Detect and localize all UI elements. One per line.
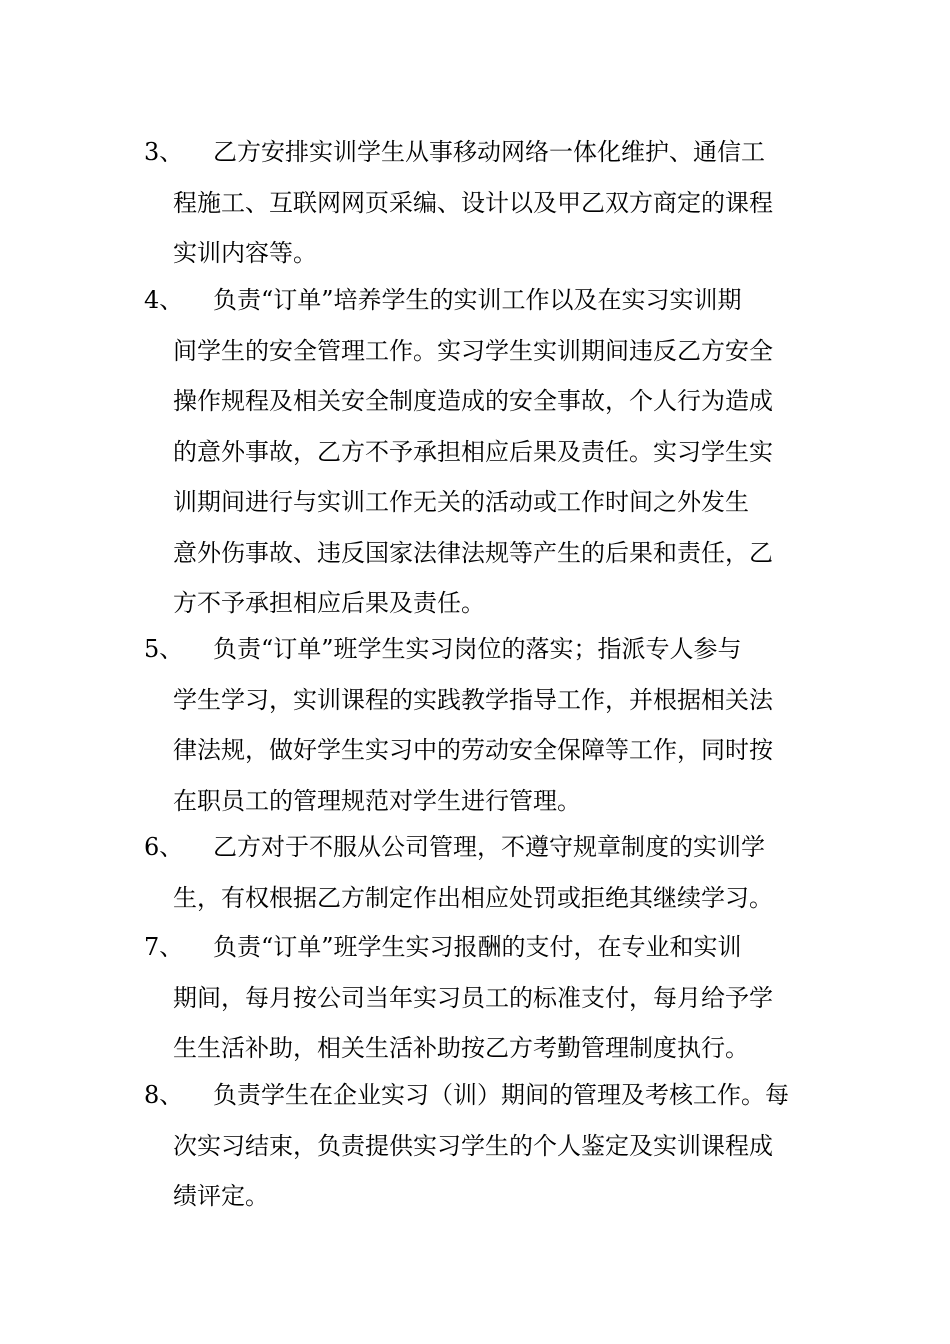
clause-3 [144,127,824,279]
clause-7 [144,922,824,1074]
clause-line: 方不予承担相应后果及责任。 [173,589,485,617]
clause-line: 意外伤事故、违反国家法律法规等产生的后果和责任，乙 [173,538,773,567]
clause-number: 4、 [144,286,184,314]
clause-line: 的意外事故，乙方不予承担相应后果及责任。实习学生实 [173,437,773,466]
clause-line: 律法规，做好学生实习中的劳动安全保障等工作，同时按 [173,736,773,764]
clause-6 [144,822,824,923]
clause-line: 生生活补助，相关生活补助按乙方考勤管理制度执行。 [173,1034,749,1062]
clause-line: 生，有权根据乙方制定作出相应处罚或拒绝其继续学习。 [173,883,773,912]
clause-line: 学生学习，实训课程的实践教学指导工作，并根据相关法 [173,685,773,714]
clause-line: 乙方安排实训学生从事移动网络一体化维护、通信工 [213,138,765,166]
clause-5 [144,624,824,826]
clause-line: 负责“订单”培养学生的实训工作以及在实习实训期 [213,286,742,314]
clause-number: 6、 [144,833,184,861]
clause-line: 绩评定。 [173,1182,269,1210]
clause-number: 7、 [144,933,184,961]
clause-line: 负责学生在企业实习（训）期间的管理及考核工作。每 [213,1081,789,1109]
clause-number: 3、 [144,138,184,166]
clause-line: 负责“订单”班学生实习报酬的支付，在专业和实训 [213,933,742,961]
clause-line: 在职员工的管理规范对学生进行管理。 [173,786,581,815]
clause-line: 实训内容等。 [173,239,317,267]
clause-line: 程施工、互联网网页采编、设计以及甲乙双方商定的课程 [173,188,773,217]
clause-line: 期间，每月按公司当年实习员工的标准支付，每月给予学 [173,983,773,1012]
clause-line: 操作规程及相关安全制度造成的安全事故，个人行为造成 [173,387,773,415]
clause-number: 5、 [144,635,184,663]
clause-line: 训期间进行与实训工作无关的活动或工作时间之外发生 [173,488,749,516]
clause-8 [144,1070,824,1222]
clause-4 [144,275,824,629]
clause-line: 次实习结束，负责提供实习学生的个人鉴定及实训课程成 [173,1131,773,1160]
clause-line: 乙方对于不服从公司管理，不遵守规章制度的实训学 [213,833,765,861]
clause-number: 8、 [144,1081,184,1109]
clause-line: 间学生的安全管理工作。实习学生实训期间违反乙方安全 [173,336,773,365]
clause-line: 负责“订单”班学生实习岗位的落实；指派专人参与 [213,635,742,663]
